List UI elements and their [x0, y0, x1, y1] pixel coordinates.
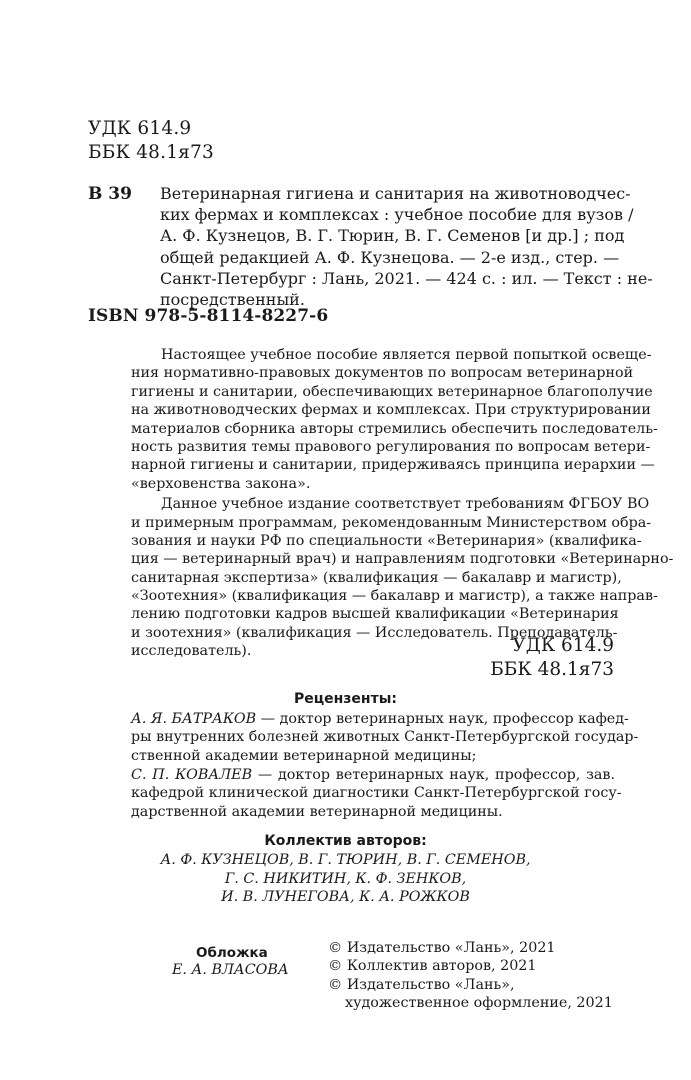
- udk-code-top: УДК 614.9: [88, 118, 192, 139]
- copyright-line: © Издательство «Лань», 2021: [328, 940, 556, 956]
- annotation-line: ния нормативно-правовых документов по вопросам ветеринарной: [131, 365, 634, 382]
- reviewer-line: кафедрой клинической диагностики Санкт-Петербургской госу-: [131, 785, 622, 802]
- copyright-line: художественное оформление, 2021: [345, 995, 613, 1012]
- copyright-line: © Издательство «Лань»,: [328, 976, 515, 993]
- authors-title: Коллектив авторов:: [264, 833, 427, 849]
- annotation-line: санитарная экспертиза» (квалификация — бакалавр и магистр),: [131, 569, 622, 586]
- authors-line: А. Ф. КУЗНЕЦОВ, В. Г. ТЮРИН, В. Г. СЕМЕНОВ,: [160, 852, 531, 868]
- reviewers-title: Рецензенты:: [294, 691, 397, 707]
- annotation-line: и зоотехния» (квалификация — Исследователь. Преподаватель-: [131, 624, 618, 641]
- annotation-line: зования и науки РФ по специальности «Ветеринария» (квалифика-: [131, 532, 642, 549]
- authors-line: И. В. ЛУНЕГОВА, К. А. РОЖКОВ: [221, 889, 470, 906]
- reviewer-line: дарственной академии ветеринарной медицины.: [131, 803, 503, 820]
- biblio-line: ких фермах и комплексах : учебное пособие для вузов /: [160, 205, 634, 225]
- biblio-line: А. Ф. Кузнецов, В. Г. Тюрин, В. Г. Семенов [и др.] ; под: [160, 226, 625, 246]
- annotation-line: Данное учебное издание соответствует требованиям ФГБОУ ВО: [161, 496, 650, 513]
- bbk-code-bottom: ББК 48.1я73: [490, 659, 614, 680]
- bbk-code-top: ББК 48.1я73: [88, 142, 214, 163]
- bibliographic-description: [160, 183, 653, 310]
- annotation: [131, 346, 674, 661]
- reviewer-line: [131, 710, 629, 728]
- cover-designer-title: Обложка: [196, 945, 268, 961]
- annotation-line: ность развития темы правового регулирования по вопросам ветери-: [131, 438, 651, 455]
- biblio-line: общей редакцией А. Ф. Кузнецова. — 2-е изд., стер. —: [160, 247, 620, 267]
- annotation-line: нарной гигиены и санитарии, придерживаясь принципа иерархии —: [131, 457, 655, 474]
- biblio-line: Ветеринарная гигиена и санитария на животноводчес-: [160, 184, 631, 203]
- annotation-line: Настоящее учебное пособие является первой попыткой освеще-: [161, 347, 652, 363]
- annotation-line: на животноводческих фермах и комплексах. При структурировании: [131, 402, 651, 419]
- authors-list: [0, 851, 691, 907]
- authors-line: Г. С. НИКИТИН, К. Ф. ЗЕНКОВ,: [224, 870, 467, 887]
- annotation-line: «Зоотехния» (квалификация — бакалавр и магистр), а также направ-: [131, 588, 658, 605]
- annotation-line: лению подготовки кадров высшей квалификации «Ветеринария: [131, 606, 619, 623]
- annotation-line: ция — ветеринарный врач) и направлениям подготовки «Ветеринарно-: [131, 551, 674, 568]
- copyright-line: © Коллектив авторов, 2021: [328, 958, 537, 975]
- biblio-line: посредственный.: [160, 289, 305, 309]
- copyright-block: [328, 939, 613, 1013]
- annotation-line: исследователь).: [131, 643, 252, 660]
- biblio-line: Санкт-Петербург : Лань, 2021. — 424 с. : ил. — Текст : не-: [160, 268, 653, 288]
- annotation-line: и примерным программам, рекомендованным Министерством обра-: [131, 514, 652, 531]
- annotation-line: материалов сборника авторы стремились обеспечить последователь-: [131, 420, 658, 437]
- isbn: ISBN 978-5-8114-8227-6: [88, 306, 329, 326]
- annotation-line: гигиены и санитарии, обеспечивающих ветеринарное благополучие: [131, 383, 653, 400]
- author-sign-code: В 39: [88, 184, 132, 204]
- reviewer-name: А. Я. БАТРАКОВ: [131, 711, 257, 727]
- reviewer-entry: [131, 710, 639, 765]
- reviewer-line: ры внутренних болезней животных Санкт-Петербургской государ-: [131, 729, 639, 746]
- reviewer-entry: [131, 766, 622, 821]
- annotation-line: «верховенства закона».: [131, 475, 311, 492]
- cover-designer-name: Е. А. ВЛАСОВА: [172, 962, 289, 978]
- reviewer-line: ственной академии ветеринарной медицины;: [131, 747, 477, 764]
- reviewer-description: — доктор ветеринарных наук, профессор кафед-: [256, 711, 629, 727]
- reviewer-line: [131, 766, 615, 784]
- udk-code-bottom: УДК 614.9: [512, 635, 614, 656]
- reviewer-name: С. П. КОВАЛЕВ: [131, 767, 253, 783]
- reviewer-description: — доктор ветеринарных наук, профессор, зав.: [252, 767, 615, 783]
